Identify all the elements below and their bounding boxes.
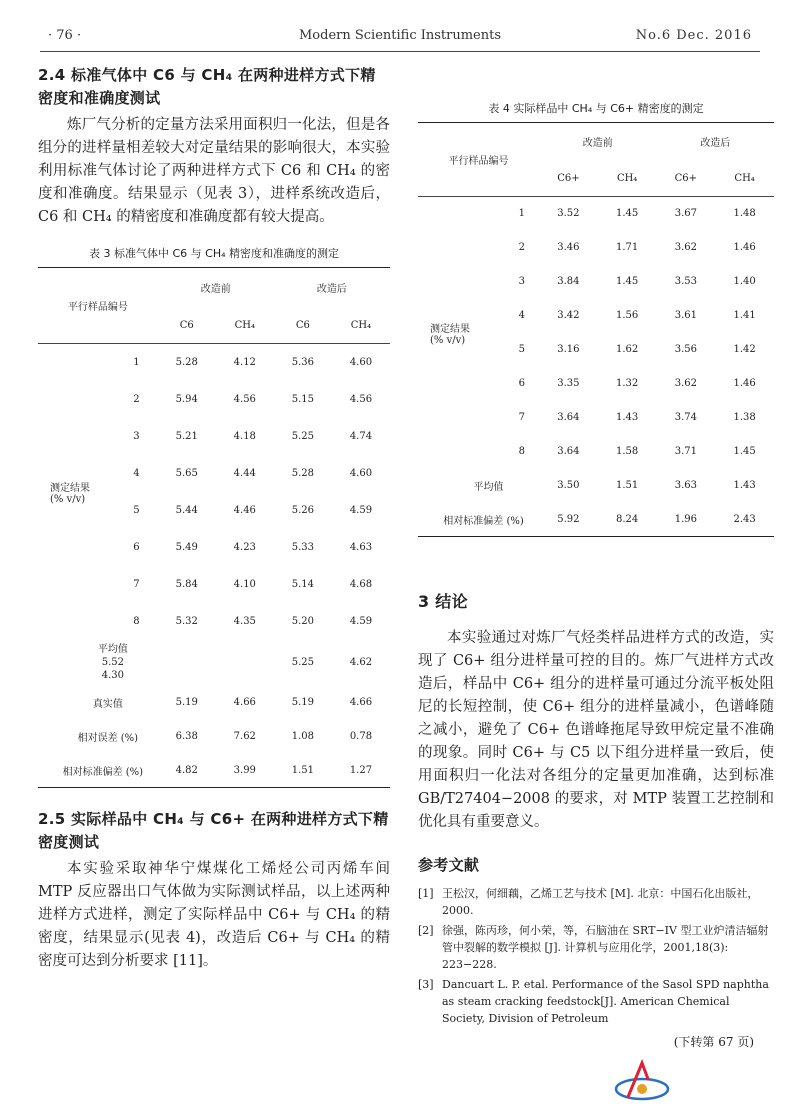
t3-value: 5.21 — [175, 430, 198, 442]
t4-row-id: 5 — [518, 344, 526, 355]
t4-value: 3.46 — [557, 242, 580, 253]
t4-row-id: 4 — [518, 310, 526, 321]
t3-value: 4.10 — [233, 578, 256, 590]
t3-value: 1.51 — [291, 764, 314, 776]
section-3-paragraph: 本实验通过对炼厂气烃类样品进样方式的改造，实现了 C6+ 组分进样量可控的目的。炼厂气进样方式改造后，样品中 C6+ 组分的进样量可通过分流平板处阻尼的长短控制，使 C6+ 组分的进样量减小，色谱峰随之减小，避免了 C6+ 色谱峰拖尾导致甲烷定量不准确的现象。同时 C6+ 与 C5 以下组分进样量一致后，使用面积归一化法对各组分的定量更加准确，达到标准 GB/T27404−2008 的要求，对 MTP 装置工艺控制和优化具有重要意义。 — [418, 630, 774, 830]
references-list — [418, 885, 774, 1027]
t4-value: 1.45 — [616, 276, 639, 287]
t3-value: 4.62 — [349, 657, 373, 668]
t3-row-id: 8 — [133, 615, 140, 627]
t3-value: 1.27 — [349, 764, 373, 776]
t3-sub: CH₄ — [350, 319, 372, 331]
t3-value: 4.66 — [233, 697, 256, 708]
t3-value: 4.60 — [349, 356, 373, 368]
t4-row-id: 7 — [518, 412, 526, 423]
t3-group-label: 测定结果 (% v/v) — [50, 482, 90, 505]
t3-value: 4.46 — [233, 504, 256, 516]
t4-value: 1.46 — [733, 242, 756, 253]
t3-value: 4.18 — [233, 430, 256, 442]
t4-value: 1.96 — [674, 513, 697, 525]
t4-row-id: 2 — [518, 242, 526, 253]
t3-value: 4.63 — [349, 541, 373, 553]
reference-item — [418, 976, 774, 1027]
issue-info: No.6 Dec. 2016 — [635, 28, 752, 43]
t3-row-id: 7 — [133, 578, 140, 590]
t4-row-id: 8 — [518, 446, 526, 457]
t3-value: 4.56 — [349, 393, 373, 405]
t4-value: 3.52 — [557, 208, 580, 220]
table-3-caption: 表 3 标准气体中 C6 与 CH₄ 精密度和准确度的测定 — [88, 247, 340, 260]
t3-row-id: 1 — [133, 356, 140, 368]
t4-value: 1.41 — [733, 310, 756, 321]
references-heading: 参考文献 — [418, 856, 480, 874]
section-2-4-heading: 2.4 标准气体中 C6 与 CH₄ 在两种进样方式下精密度和准确度测试 — [38, 66, 376, 107]
t3-value: 5.65 — [175, 467, 198, 479]
t3-relerr-label: 相对误差 (%) — [77, 733, 139, 744]
t4-value: 1.62 — [616, 344, 639, 355]
t4-value: 2.43 — [733, 513, 756, 525]
t3-value: 4.74 — [349, 430, 373, 442]
t4-value: 3.71 — [674, 446, 697, 457]
reference-text: 王松汉，何细藕，乙烯工艺与技术 [M]. 北京：中国石化出版社，2000. — [442, 887, 759, 917]
t3-value: 5.94 — [175, 393, 198, 405]
t3-avg-row — [38, 640, 390, 686]
reference-number: [2] — [418, 924, 434, 937]
t3-value: 5.20 — [291, 615, 314, 627]
t3-row-id: 5 — [133, 504, 140, 516]
t3-sub: CH₄ — [234, 319, 255, 331]
right-column — [418, 100, 774, 537]
reference-text: 徐强，陈丙珍，何小荣，等，石脑油在 SRT−IV 型工业炉清洁辐射管中裂解的数学模拟 [J]. 计算机与应用化学，2001,18(3): 223−228. — [442, 924, 769, 971]
t4-value: 1.43 — [616, 412, 639, 423]
t3-row-id: 6 — [133, 541, 140, 553]
reference-item — [418, 885, 774, 919]
reference-number: [1] — [418, 887, 434, 900]
t3-value: 5.14 — [291, 578, 314, 590]
section-2-4-paragraph: 炼厂气分析的定量方法采用面积归一化法，但是各组分的进样量相差较大对定量结果的影响很大，本实验利用标准气体讨论了两种进样方式下 C6 和 CH₄ 的密度和准确度。结果显示（见表 3），进样系统改造后，C6 和 CH₄ 的精密度和准确度都有较大提高。 — [38, 117, 390, 225]
t4-value: 3.53 — [674, 276, 697, 287]
t3-value: 5.19 — [291, 697, 314, 708]
t3-value: 4.56 — [233, 393, 256, 405]
t3-value: 5.49 — [175, 541, 198, 553]
journal-name: Modern Scientific Instruments — [298, 28, 502, 43]
t4-value: 3.35 — [557, 378, 580, 389]
t4-value: 1.58 — [616, 446, 639, 457]
t3-value: 4.60 — [349, 467, 373, 479]
t3-value — [158, 640, 216, 686]
t3-value: 5.25 — [291, 657, 314, 668]
t4-value: 3.67 — [674, 208, 697, 220]
t4-sub: CH₄ — [616, 172, 638, 184]
t4-value: 1.45 — [733, 446, 756, 457]
t4-value: 1.45 — [616, 208, 639, 220]
t4-value: 3.63 — [674, 480, 697, 491]
t4-avg-label: 平均值 — [473, 482, 504, 493]
watermark-logo — [614, 1049, 794, 1109]
t4-value: 3.64 — [557, 412, 580, 423]
t4-head-before: 改造前 — [582, 138, 613, 150]
t3-value: 5.32 — [175, 615, 198, 627]
t3-sub: C6 — [179, 319, 194, 331]
t4-value: 1.71 — [616, 242, 639, 253]
t3-value: 5.19 — [175, 697, 198, 708]
t3-value — [216, 640, 274, 686]
t4-sub: C6+ — [557, 172, 580, 184]
table-4-caption: 表 4 实际样品中 CH₄ 与 C6+ 精密度的测定 — [488, 102, 704, 115]
right-column-lower — [418, 590, 774, 1050]
t4-head-after: 改造后 — [700, 138, 731, 150]
t3-rsd-row — [38, 754, 390, 788]
t3-value: 0.78 — [349, 731, 373, 742]
t4-avg-row — [418, 469, 774, 503]
continued-note: (下转第 67 页) — [673, 1035, 754, 1049]
t4-value: 8.24 — [616, 513, 639, 525]
left-column — [38, 64, 390, 973]
table-4 — [418, 100, 774, 537]
t3-value: 5.44 — [175, 504, 198, 516]
t3-true-label: 真实值 — [92, 699, 123, 710]
t4-row-id: 3 — [518, 276, 526, 287]
t4-data-row — [418, 197, 774, 231]
t3-value: 4.66 — [349, 697, 373, 708]
t3-true-row — [38, 686, 390, 720]
t3-head-before: 改造前 — [200, 284, 231, 296]
t3-row-id: 3 — [133, 430, 140, 442]
t4-row-id: 6 — [518, 378, 526, 389]
t4-value: 3.74 — [674, 412, 697, 423]
t4-value: 3.84 — [557, 276, 580, 287]
t4-value: 3.16 — [557, 344, 580, 355]
t3-value: 3.99 — [233, 764, 256, 776]
t3-value: 6.38 — [175, 731, 198, 742]
t4-rsd-label: 相对标准偏差 (%) — [443, 515, 524, 527]
table-4-grid — [418, 122, 774, 537]
t4-value: 5.92 — [557, 513, 580, 525]
t3-value: 1.08 — [291, 731, 314, 742]
t4-value: 3.56 — [674, 344, 697, 355]
table-3-grid — [38, 267, 390, 788]
t3-row-id: 4 — [133, 467, 140, 479]
t3-row-id: 2 — [133, 393, 140, 405]
t4-group-label: 测定结果 (% v/v) — [430, 323, 470, 346]
section-2-5-heading: 2.5 实际样品中 CH₄ 与 C6+ 在两种进样方式下精密度测试 — [38, 810, 389, 851]
t3-avg-label: 平均值 5.52 4.30 — [97, 644, 128, 681]
t4-row-id: 1 — [518, 208, 526, 220]
section-3-heading: 3 结论 — [418, 592, 468, 611]
header-rule — [40, 51, 760, 52]
section-2-5-paragraph: 本实验采取神华宁煤煤化工烯烃公司丙烯车间 MTP 反应器出口气体做为实际测试样品，以上述两种进样方式进样，测定了实际样品中 C6+ 与 CH₄ 的精密度，结果显示(见表 4)，改造后 C6+ 与 CH₄ 的精密度可达到分析要求 [11]。 — [38, 861, 390, 969]
t3-value: 4.59 — [349, 504, 373, 516]
t3-value: 5.33 — [291, 541, 314, 553]
t3-head-parallel: 平行样品编号 — [38, 268, 158, 344]
t4-value: 1.48 — [733, 208, 756, 220]
reference-text: Dancuart L. P. etal. Performance of the Sasol SPD naphtha as steam cracking feedstock[J]. American Chemical Society, Division of Petroleum — [442, 978, 769, 1025]
t4-sub: C6+ — [674, 172, 698, 184]
t4-rsd-row — [418, 503, 774, 537]
page-number: · 76 · — [48, 28, 82, 43]
t4-value: 1.51 — [616, 480, 639, 491]
t4-head-parallel: 平行样品编号 — [418, 123, 539, 197]
t4-sub: CH₄ — [734, 172, 755, 184]
t3-value: 5.84 — [175, 578, 198, 590]
t3-value: 5.25 — [291, 430, 314, 442]
t3-sub: C6 — [295, 319, 310, 331]
t4-value: 1.32 — [616, 378, 639, 389]
t3-value: 5.28 — [291, 467, 314, 479]
t4-value: 3.62 — [674, 242, 697, 253]
t3-head-after: 改造后 — [316, 284, 347, 296]
table-3 — [38, 245, 390, 788]
t3-value: 5.28 — [175, 356, 198, 368]
t3-value: 5.15 — [291, 393, 314, 405]
t3-rsd-label: 相对标准偏差 (%) — [62, 766, 144, 778]
t3-value: 4.44 — [233, 467, 256, 479]
t3-relerr-row — [38, 720, 390, 754]
t3-value: 4.59 — [349, 615, 373, 627]
t3-value: 4.68 — [349, 578, 373, 590]
t4-value: 3.62 — [674, 378, 697, 389]
t4-value: 1.56 — [616, 310, 639, 321]
t3-value: 4.35 — [233, 615, 256, 627]
t4-value: 3.64 — [557, 446, 580, 457]
t3-value: 4.12 — [233, 356, 256, 368]
t4-value: 3.42 — [557, 310, 580, 321]
t4-value: 3.61 — [674, 310, 697, 321]
reference-item — [418, 922, 774, 973]
t4-value: 1.42 — [733, 344, 756, 355]
t3-value: 7.62 — [233, 731, 256, 742]
t4-value: 1.43 — [733, 480, 756, 491]
t3-value: 4.82 — [175, 764, 198, 776]
t4-value: 1.40 — [733, 276, 756, 287]
t3-data-row — [38, 344, 390, 381]
t3-value: 5.36 — [291, 356, 314, 368]
t4-value: 3.50 — [557, 480, 580, 491]
t3-value: 4.23 — [233, 541, 256, 553]
t3-value: 5.26 — [291, 504, 314, 516]
t4-value: 1.46 — [733, 378, 756, 389]
t4-value: 1.38 — [733, 412, 756, 423]
reference-number: [3] — [418, 978, 434, 991]
